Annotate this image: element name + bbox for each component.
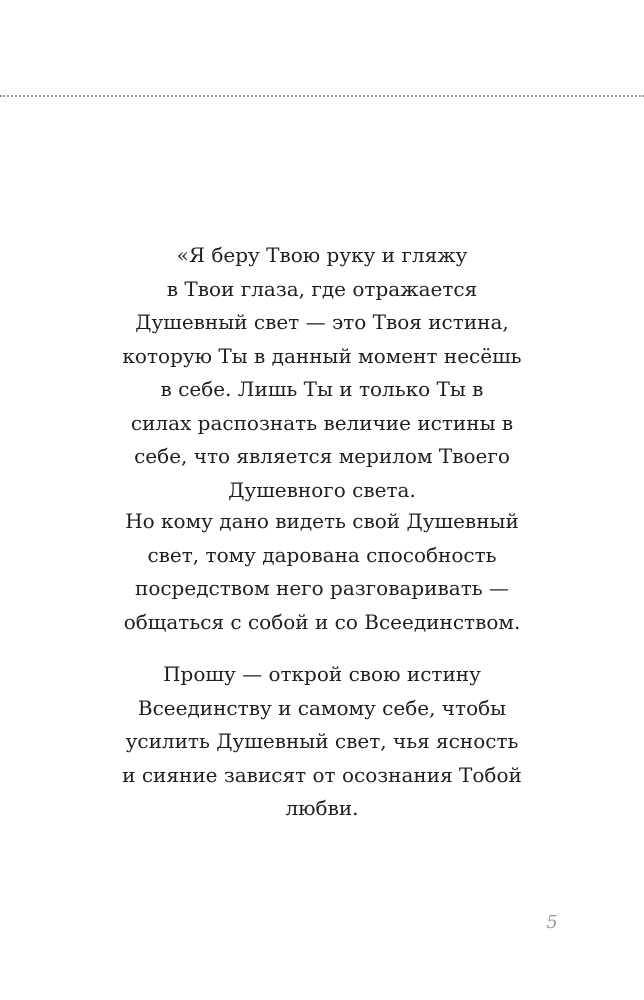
- paragraph-3: [90, 658, 554, 826]
- paragraph-line: Но кому дано видеть свой Душевный: [125, 509, 519, 533]
- paragraph-line: усилить Душевный свет, чья ясность: [125, 729, 519, 753]
- paragraph-line: Всеединству и самому себе, чтобы: [137, 695, 507, 720]
- paragraph-line: свет, тому дарована способность: [147, 542, 497, 567]
- paragraph-line: Душевного света.: [228, 477, 416, 502]
- paragraph-line: Душевный свет — это Твоя истина,: [135, 310, 509, 334]
- paragraph-line: в себе. Лишь Ты и только Ты в: [160, 377, 484, 401]
- paragraph-1: [90, 239, 554, 507]
- paragraph-line: «Я беру Твою руку и гляжу: [176, 243, 468, 267]
- paragraph-line: Прошу — открой свою истину: [163, 662, 481, 686]
- page-number: 5: [546, 912, 558, 933]
- paragraph-line: посредством него разговаривать —: [134, 576, 509, 600]
- header-dotted-rule: [0, 95, 644, 97]
- paragraph-line: силах распознать величие истины в: [130, 410, 514, 435]
- paragraph-2: [90, 505, 554, 639]
- paragraph-line: в Твои глаза, где отражается: [166, 276, 478, 301]
- paragraph-line: любви.: [285, 796, 359, 820]
- paragraph-line: которую Ты в данный момент несёшь: [122, 343, 522, 368]
- paragraph-line: и сияние зависят от осознания Тобой: [122, 762, 522, 787]
- paragraph-line: себе, что является мерилом Твоего: [134, 444, 510, 468]
- paragraph-line: общаться с собой и со Всеединством.: [123, 609, 521, 634]
